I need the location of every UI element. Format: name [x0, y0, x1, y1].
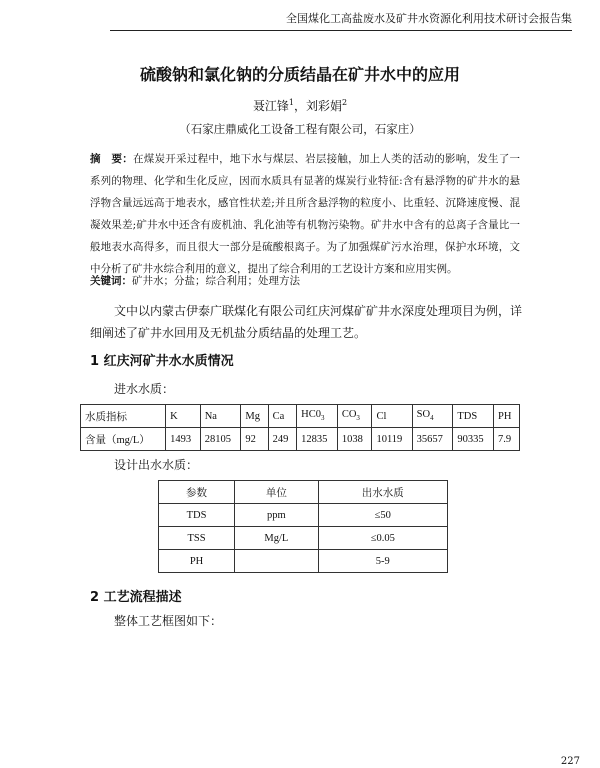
section-1-heading: 1 红庆河矿井水水质情况: [90, 354, 234, 369]
table-cell: ppm: [235, 504, 319, 527]
section-2-heading: 2 工艺流程描述: [90, 590, 182, 605]
keywords-text: 矿井水；分盐；综合利用；处理方法: [132, 275, 300, 287]
table-cell: 10119: [372, 428, 412, 451]
table-cell: 90335: [453, 428, 494, 451]
table-header-cell: $CO_3$: [337, 405, 372, 428]
table-cell: PH: [159, 550, 235, 573]
abstract-text: 在煤炭开采过程中，地下水与煤层、岩层接触，加上人类的活动的影响，发生了一系列的物理、化学和生化反应，因而水质具有显著的煤炭行业特征:含有悬浮物的矿井水的悬浮物含量远远高于地表水，感官性状差;并且所含悬浮物的粒度小、比重轻、沉降速度慢、混凝效果差;矿井水中还含有废机油、乳化油等有机物污染物。矿井水中含有的总离子含量比一般地表水高得多，而且很大一部分是硫酸根离子。为了加强煤矿污水治理，保护水环境，文中分析了矿井水综合利用的意义，提出了综合利用的工艺设计方案和应用实例。: [90, 153, 521, 275]
table-header-cell: Mg: [241, 405, 268, 428]
table-row: [159, 527, 448, 550]
table-cell: TDS: [159, 504, 235, 527]
table-cell: 1493: [166, 428, 201, 451]
author-separator: ，: [293, 99, 306, 113]
author-2-affil: 2: [342, 98, 348, 107]
table-cell: TSS: [159, 527, 235, 550]
table-cell: 28105: [200, 428, 241, 451]
outlet-quality-table: [158, 480, 448, 573]
paper-title: 硫酸钠和氯化钠的分质结晶在矿井水中的应用: [139, 65, 460, 84]
table-header-cell: K: [166, 405, 201, 428]
table-header-cell: 出水水质: [318, 481, 447, 504]
table-header-cell: Ca: [268, 405, 297, 428]
table-header-cell: Na: [200, 405, 241, 428]
table-cell: ≤50: [318, 504, 447, 527]
inlet-caption: 进水水质：: [114, 382, 175, 396]
table-header-cell: 参数: [159, 481, 235, 504]
table-row: [81, 428, 520, 451]
keywords: [90, 273, 520, 288]
intro-paragraph: 文中以内蒙古伊泰广联煤化有限公司红庆河煤矿矿井水深度处理项目为例，详细阐述了矿井水回用及无机盐分质结晶的处理工艺。: [90, 304, 523, 340]
table-header-cell: TDS: [453, 405, 494, 428]
keywords-label: 关键词：: [90, 275, 132, 287]
table-header-row: [81, 405, 520, 428]
table-header-cell: $HC0_3$: [297, 405, 338, 428]
table-cell: [235, 550, 319, 573]
table-header-row: [159, 481, 448, 504]
table-row: [159, 550, 448, 573]
row-label: 含量（mg/L）: [81, 428, 166, 451]
table-row: [159, 504, 448, 527]
author-1: 聂江锋: [252, 99, 289, 113]
table-header-cell: $SO_4$: [412, 405, 453, 428]
table-cell: 92: [241, 428, 268, 451]
flow-intro: 整体工艺框图如下：: [114, 614, 223, 628]
outlet-caption: 设计出水水质：: [114, 458, 199, 472]
table-header-cell: 单位: [235, 481, 319, 504]
abstract: [90, 148, 520, 280]
table-header-cell: PH: [494, 405, 520, 428]
table-cell: 249: [268, 428, 297, 451]
affiliation: （石家庄鼎威化工设备工程有限公司，石家庄）: [179, 122, 421, 136]
table-cell: 12835: [297, 428, 338, 451]
table-header-cell: Cl: [372, 405, 412, 428]
table-cell: ≤0.05: [318, 527, 447, 550]
abstract-label: 摘 要：: [90, 153, 134, 165]
page-number: 227: [560, 756, 580, 767]
table-cell: 5-9: [318, 550, 447, 573]
table-cell: Mg/L: [235, 527, 319, 550]
table-cell: 7.9: [494, 428, 520, 451]
author-1-affil: 1: [288, 98, 294, 107]
table-header-cell: 水质指标: [81, 405, 166, 428]
running-head: 全国煤化工高盐废水及矿井水资源化利用技术研讨会报告集: [110, 10, 572, 31]
author-2: 刘彩娟: [306, 99, 343, 113]
inlet-quality-table: [80, 404, 520, 451]
table-cell: 1038: [337, 428, 372, 451]
authors: [0, 97, 600, 114]
table-cell: 35657: [412, 428, 453, 451]
